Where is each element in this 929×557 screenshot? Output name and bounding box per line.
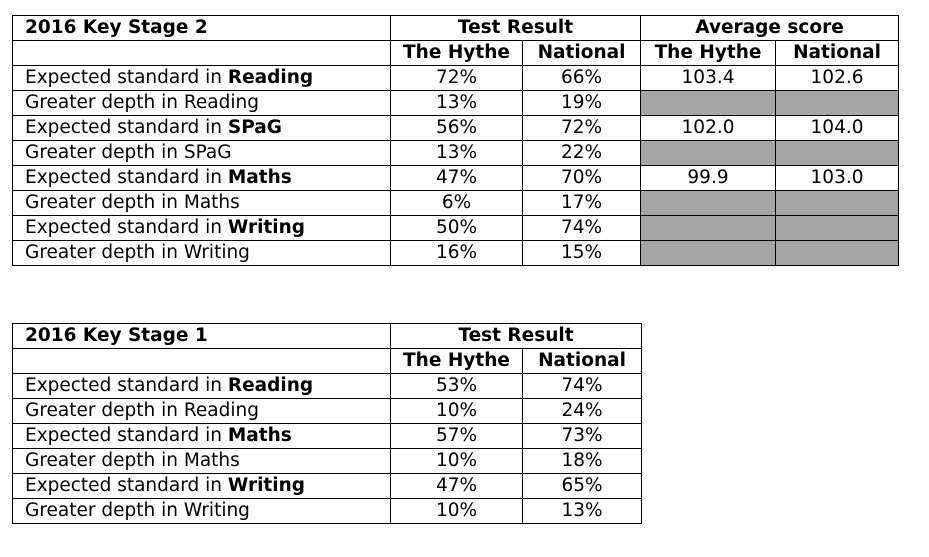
table-row xyxy=(13,474,642,499)
row-label xyxy=(13,216,391,241)
table-row xyxy=(13,424,642,449)
row-label xyxy=(13,116,391,141)
ks2-body xyxy=(13,66,899,266)
row-label-prefix: Expected standard in xyxy=(25,167,228,188)
row-label-prefix: Greater depth in xyxy=(25,92,184,113)
ks2-header-row-1 xyxy=(13,16,899,41)
national-test-cell: 24% xyxy=(523,399,642,424)
row-label-subject: SPaG xyxy=(227,117,282,138)
school-test-cell: 47% xyxy=(391,166,523,191)
empty-avg-cell xyxy=(641,91,776,116)
national-avg-cell: 103.0 xyxy=(776,166,899,191)
row-label-subject: Writing xyxy=(183,500,250,521)
school-avg-cell: 99.9 xyxy=(641,166,776,191)
row-label xyxy=(13,166,391,191)
school-test-cell: 47% xyxy=(391,474,523,499)
school-test-cell: 53% xyxy=(391,374,523,399)
row-label xyxy=(13,141,391,166)
row-label-prefix: Greater depth in xyxy=(25,400,184,421)
row-label-prefix: Greater depth in xyxy=(25,450,184,471)
table-row xyxy=(13,241,899,266)
ks1-header-row-2 xyxy=(13,349,642,374)
national-test-cell: 19% xyxy=(523,91,641,116)
row-label xyxy=(13,474,391,499)
table-row xyxy=(13,91,899,116)
row-label xyxy=(13,241,391,266)
empty-avg-cell xyxy=(776,216,899,241)
row-label-subject: Maths xyxy=(183,450,240,471)
school-test-cell: 6% xyxy=(391,191,523,216)
row-label-subject: Reading xyxy=(183,400,259,421)
national-test-cell: 72% xyxy=(523,116,641,141)
row-label-prefix: Greater depth in xyxy=(25,142,184,163)
table-row xyxy=(13,449,642,474)
national-test-cell: 70% xyxy=(523,166,641,191)
row-label-subject: Maths xyxy=(227,425,292,446)
row-label xyxy=(13,191,391,216)
table-row xyxy=(13,191,899,216)
school-test-cell: 72% xyxy=(391,66,523,91)
table-row xyxy=(13,374,642,399)
row-label-subject: Writing xyxy=(227,217,306,238)
school-avg-cell: 103.4 xyxy=(641,66,776,91)
row-label-prefix: Expected standard in xyxy=(25,475,228,496)
ks1-blank-header-cell xyxy=(13,349,391,374)
row-label-prefix: Expected standard in xyxy=(25,217,228,238)
row-label-subject: Reading xyxy=(227,375,314,396)
ks2-test-national-header: National xyxy=(523,41,641,66)
row-label-prefix: Expected standard in xyxy=(25,67,228,88)
national-test-cell: 13% xyxy=(523,499,642,524)
row-label-subject: Writing xyxy=(183,242,250,263)
table-row xyxy=(13,141,899,166)
table-row xyxy=(13,166,899,191)
row-label xyxy=(13,91,391,116)
empty-avg-cell xyxy=(776,141,899,166)
row-label-subject: Writing xyxy=(227,475,306,496)
school-test-cell: 10% xyxy=(391,399,523,424)
empty-avg-cell xyxy=(641,141,776,166)
school-test-cell: 10% xyxy=(391,499,523,524)
ks2-avg-national-header: National xyxy=(776,41,899,66)
table-row xyxy=(13,116,899,141)
ks1-test-school-header: The Hythe xyxy=(391,349,523,374)
school-test-cell: 56% xyxy=(391,116,523,141)
table-row xyxy=(13,399,642,424)
row-label-prefix: Expected standard in xyxy=(25,425,228,446)
school-test-cell: 50% xyxy=(391,216,523,241)
row-label-prefix: Greater depth in xyxy=(25,242,184,263)
national-avg-cell: 104.0 xyxy=(776,116,899,141)
national-test-cell: 22% xyxy=(523,141,641,166)
row-label xyxy=(13,66,391,91)
ks2-title: 2016 Key Stage 2 xyxy=(13,16,391,41)
national-test-cell: 74% xyxy=(523,374,642,399)
row-label xyxy=(13,424,391,449)
row-label xyxy=(13,399,391,424)
ks2-results-table xyxy=(12,15,899,266)
empty-avg-cell xyxy=(776,191,899,216)
empty-avg-cell xyxy=(641,241,776,266)
table-row xyxy=(13,66,899,91)
ks2-avg-school-header: The Hythe xyxy=(641,41,776,66)
empty-avg-cell xyxy=(776,241,899,266)
ks2-test-result-header: Test Result xyxy=(391,16,641,41)
national-test-cell: 17% xyxy=(523,191,641,216)
row-label-prefix: Greater depth in xyxy=(25,500,184,521)
ks2-average-score-header: Average score xyxy=(641,16,899,41)
row-label-prefix: Expected standard in xyxy=(25,375,228,396)
empty-avg-cell xyxy=(641,191,776,216)
ks1-header-row-1 xyxy=(13,324,642,349)
row-label-subject: Reading xyxy=(227,67,314,88)
school-test-cell: 13% xyxy=(391,141,523,166)
table-row xyxy=(13,499,642,524)
national-test-cell: 65% xyxy=(523,474,642,499)
row-label-subject: Maths xyxy=(183,192,240,213)
row-label-prefix: Greater depth in xyxy=(25,192,184,213)
ks2-blank-header-cell xyxy=(13,41,391,66)
empty-avg-cell xyxy=(776,91,899,116)
ks1-test-national-header: National xyxy=(523,349,642,374)
national-test-cell: 18% xyxy=(523,449,642,474)
row-label-subject: SPaG xyxy=(183,142,232,163)
school-test-cell: 16% xyxy=(391,241,523,266)
national-test-cell: 74% xyxy=(523,216,641,241)
national-avg-cell: 102.6 xyxy=(776,66,899,91)
school-test-cell: 13% xyxy=(391,91,523,116)
school-test-cell: 10% xyxy=(391,449,523,474)
empty-avg-cell xyxy=(641,216,776,241)
ks1-results-table xyxy=(12,323,642,524)
national-test-cell: 15% xyxy=(523,241,641,266)
national-test-cell: 66% xyxy=(523,66,641,91)
school-test-cell: 57% xyxy=(391,424,523,449)
ks1-title: 2016 Key Stage 1 xyxy=(13,324,391,349)
ks1-test-result-header: Test Result xyxy=(391,324,642,349)
row-label-subject: Reading xyxy=(183,92,259,113)
table-row xyxy=(13,216,899,241)
school-avg-cell: 102.0 xyxy=(641,116,776,141)
ks2-test-school-header: The Hythe xyxy=(391,41,523,66)
ks2-header-row-2 xyxy=(13,41,899,66)
national-test-cell: 73% xyxy=(523,424,642,449)
ks1-body xyxy=(13,374,642,524)
row-label xyxy=(13,374,391,399)
row-label xyxy=(13,499,391,524)
row-label-prefix: Expected standard in xyxy=(25,117,228,138)
row-label xyxy=(13,449,391,474)
row-label-subject: Maths xyxy=(227,167,292,188)
